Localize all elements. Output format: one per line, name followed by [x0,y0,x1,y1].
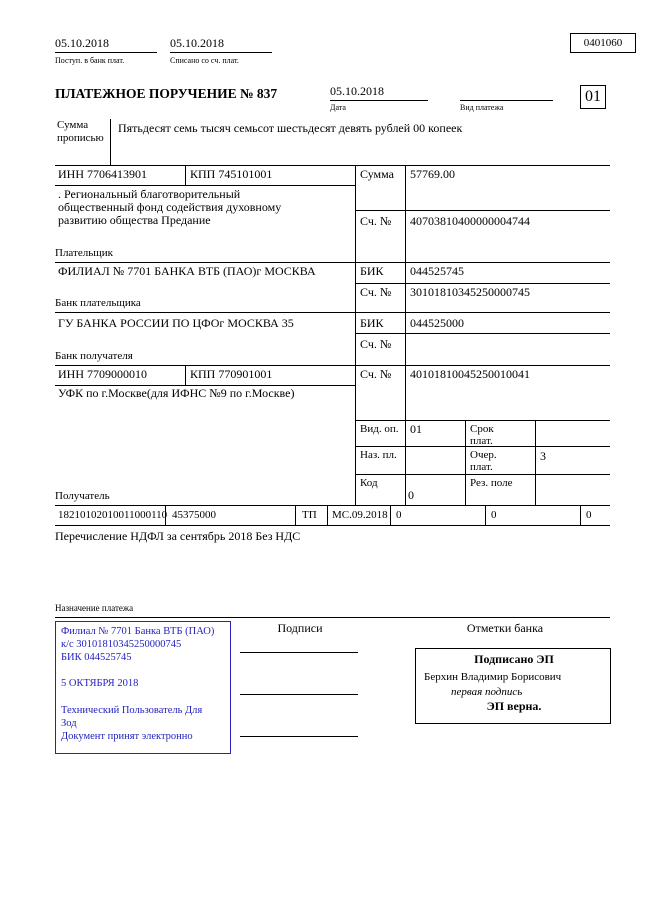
amount-label: Сумма [360,167,394,181]
table-hline [55,365,610,366]
esign-box [415,648,611,724]
term-label-2: плат. [470,435,493,447]
payer-name-line3: развитию общества Предание [58,213,211,227]
amount-words-label-2: прописью [57,132,104,144]
payer-account-value: 40703810400000004744 [410,214,530,228]
order-label-2: плат. [470,461,493,473]
table-vline [355,165,356,505]
reserve-field-label: Рез. поле [470,477,513,489]
tax-row-vline [390,505,391,525]
payee-bank-section-label: Банк получателя [55,350,133,362]
tax-row-vline [295,505,296,525]
debited-date-underline [170,52,272,53]
stamp-line-1: Филиал № 7701 Банка ВТБ (ПАО) [61,626,215,637]
stamp-line-7: Документ принят электронно [61,731,193,742]
bank-stamp-box [55,621,231,754]
payer-bank-bik-value: 044525745 [410,264,464,278]
document-date: 05.10.2018 [330,84,384,98]
doc-number-value: 0 [396,509,402,521]
debited-date: 05.10.2018 [170,36,224,50]
payer-bank-account-label: Сч. № [360,285,392,299]
payer-section-label: Плательщик [55,247,113,259]
payee-section-label: Получатель [55,490,110,502]
op-type-value: 01 [410,422,422,436]
payer-account-label: Сч. № [360,214,392,228]
table-hline [355,420,610,421]
code-value: 0 [408,488,414,502]
amount-words-text: Пятьдесят семь тысяч семьсот шестьдесят девять рублей 00 копеек [118,121,463,135]
table-hline [55,185,355,186]
esign-name: Берхин Владимир Борисович [424,671,562,683]
payment-type-value: 0 [586,509,592,521]
payee-bank-name: ГУ БАНКА РОССИИ ПО ЦФОг МОСКВА 35 [58,316,294,330]
payment-kind-underline [460,100,553,101]
code-label: Код [360,477,378,489]
amount-value: 57769.00 [410,167,455,181]
table-vline [185,165,186,185]
payer-name-line2: общественный фонд содействия духовному [58,200,282,214]
purpose-code-label: Наз. пл. [360,449,397,461]
table-hline [355,474,610,475]
bank-marks-label: Отметки банка [466,621,544,635]
op-type-label: Вид. оп. [360,423,399,435]
purpose-text: Перечисление НДФЛ за сентябрь 2018 Без НДС [55,529,301,543]
payer-inn: ИНН 7706413901 [58,167,147,181]
amount-words-divider [110,119,111,165]
payment-basis-value: ТП [302,509,317,521]
received-date-underline [55,52,157,53]
debited-date-label: Списано со сч. плат. [170,56,239,65]
stamp-line-4: 5 ОКТЯБРЯ 2018 [61,678,139,689]
esign-valid: ЭП верна. [486,699,542,713]
order-label-1: Очер. [470,449,497,461]
esign-title: Подписано ЭП [474,652,554,666]
oktmo-value: 45375000 [172,509,216,521]
tax-row-vline [327,505,328,525]
order-value: 3 [540,449,546,463]
payee-kpp: КПП 770901001 [190,367,273,381]
payee-bank-bik-value: 044525000 [410,316,464,330]
table-vline [405,165,406,505]
table-hline [55,262,610,263]
payee-inn: ИНН 7709000010 [58,367,147,381]
doc-date-value: 0 [491,509,497,521]
payee-bank-bik-label: БИК [360,316,384,330]
payment-kind-label: Вид платежа [460,103,504,112]
payee-account-value: 40101810045250010041 [410,367,530,381]
tax-period-value: МС.09.2018 [332,509,388,521]
table-hline [355,333,610,334]
stamp-line-6: Зод [61,718,77,729]
form-code: 0401060 [583,37,623,49]
payer-bank-section-label: Банк плательщика [55,297,141,309]
signature-line [240,736,358,737]
table-hline [55,312,610,313]
table-hline [55,165,610,166]
form-code-box [570,33,636,53]
document-date-underline [330,100,428,101]
tax-row-vline [580,505,581,525]
stamp-line-5: Технический Пользователь Для [61,705,203,716]
table-vline [465,420,466,505]
document-title: ПЛАТЕЖНОЕ ПОРУЧЕНИЕ № 837 [55,86,278,101]
table-hline [55,525,610,526]
tax-row-vline [485,505,486,525]
signature-line [240,652,358,653]
purpose-underline [55,617,610,618]
kbk-value: 18210102010011000110 [58,509,168,521]
term-label-1: Срок [470,423,494,435]
table-vline [535,420,536,505]
stamp-line-3: БИК 044525745 [61,652,132,663]
amount-words-label-1: Сумма [57,119,89,131]
table-hline [355,283,610,284]
esign-role: первая подпись [451,686,523,698]
table-hline [355,210,610,211]
payee-account-label: Сч. № [360,367,392,381]
signatures-label: Подписи [277,621,323,635]
received-date: 05.10.2018 [55,36,109,50]
table-hline [55,505,610,506]
payee-bank-account-label: Сч. № [360,337,392,351]
payer-bank-bik-label: БИК [360,264,384,278]
purpose-label: Назначение платежа [55,603,134,613]
signature-line [240,694,358,695]
status-box [580,85,606,109]
payer-bank-account-value: 30101810345250000745 [410,285,530,299]
payer-kpp: КПП 745101001 [190,167,273,181]
payee-name: УФК по г.Москве(для ИФНС №9 по г.Москве) [58,386,295,400]
payer-name-line1: . Региональный благотворительный [58,187,241,201]
status-value: 01 [585,88,601,105]
table-vline [185,365,186,385]
stamp-line-2: к/с 30101810345250000745 [61,639,182,650]
received-date-label: Поступ. в банк плат. [55,56,125,65]
payer-bank-name: ФИЛИАЛ № 7701 БАНКА ВТБ (ПАО)г МОСКВА [58,264,316,278]
document-date-label: Дата [330,103,346,112]
